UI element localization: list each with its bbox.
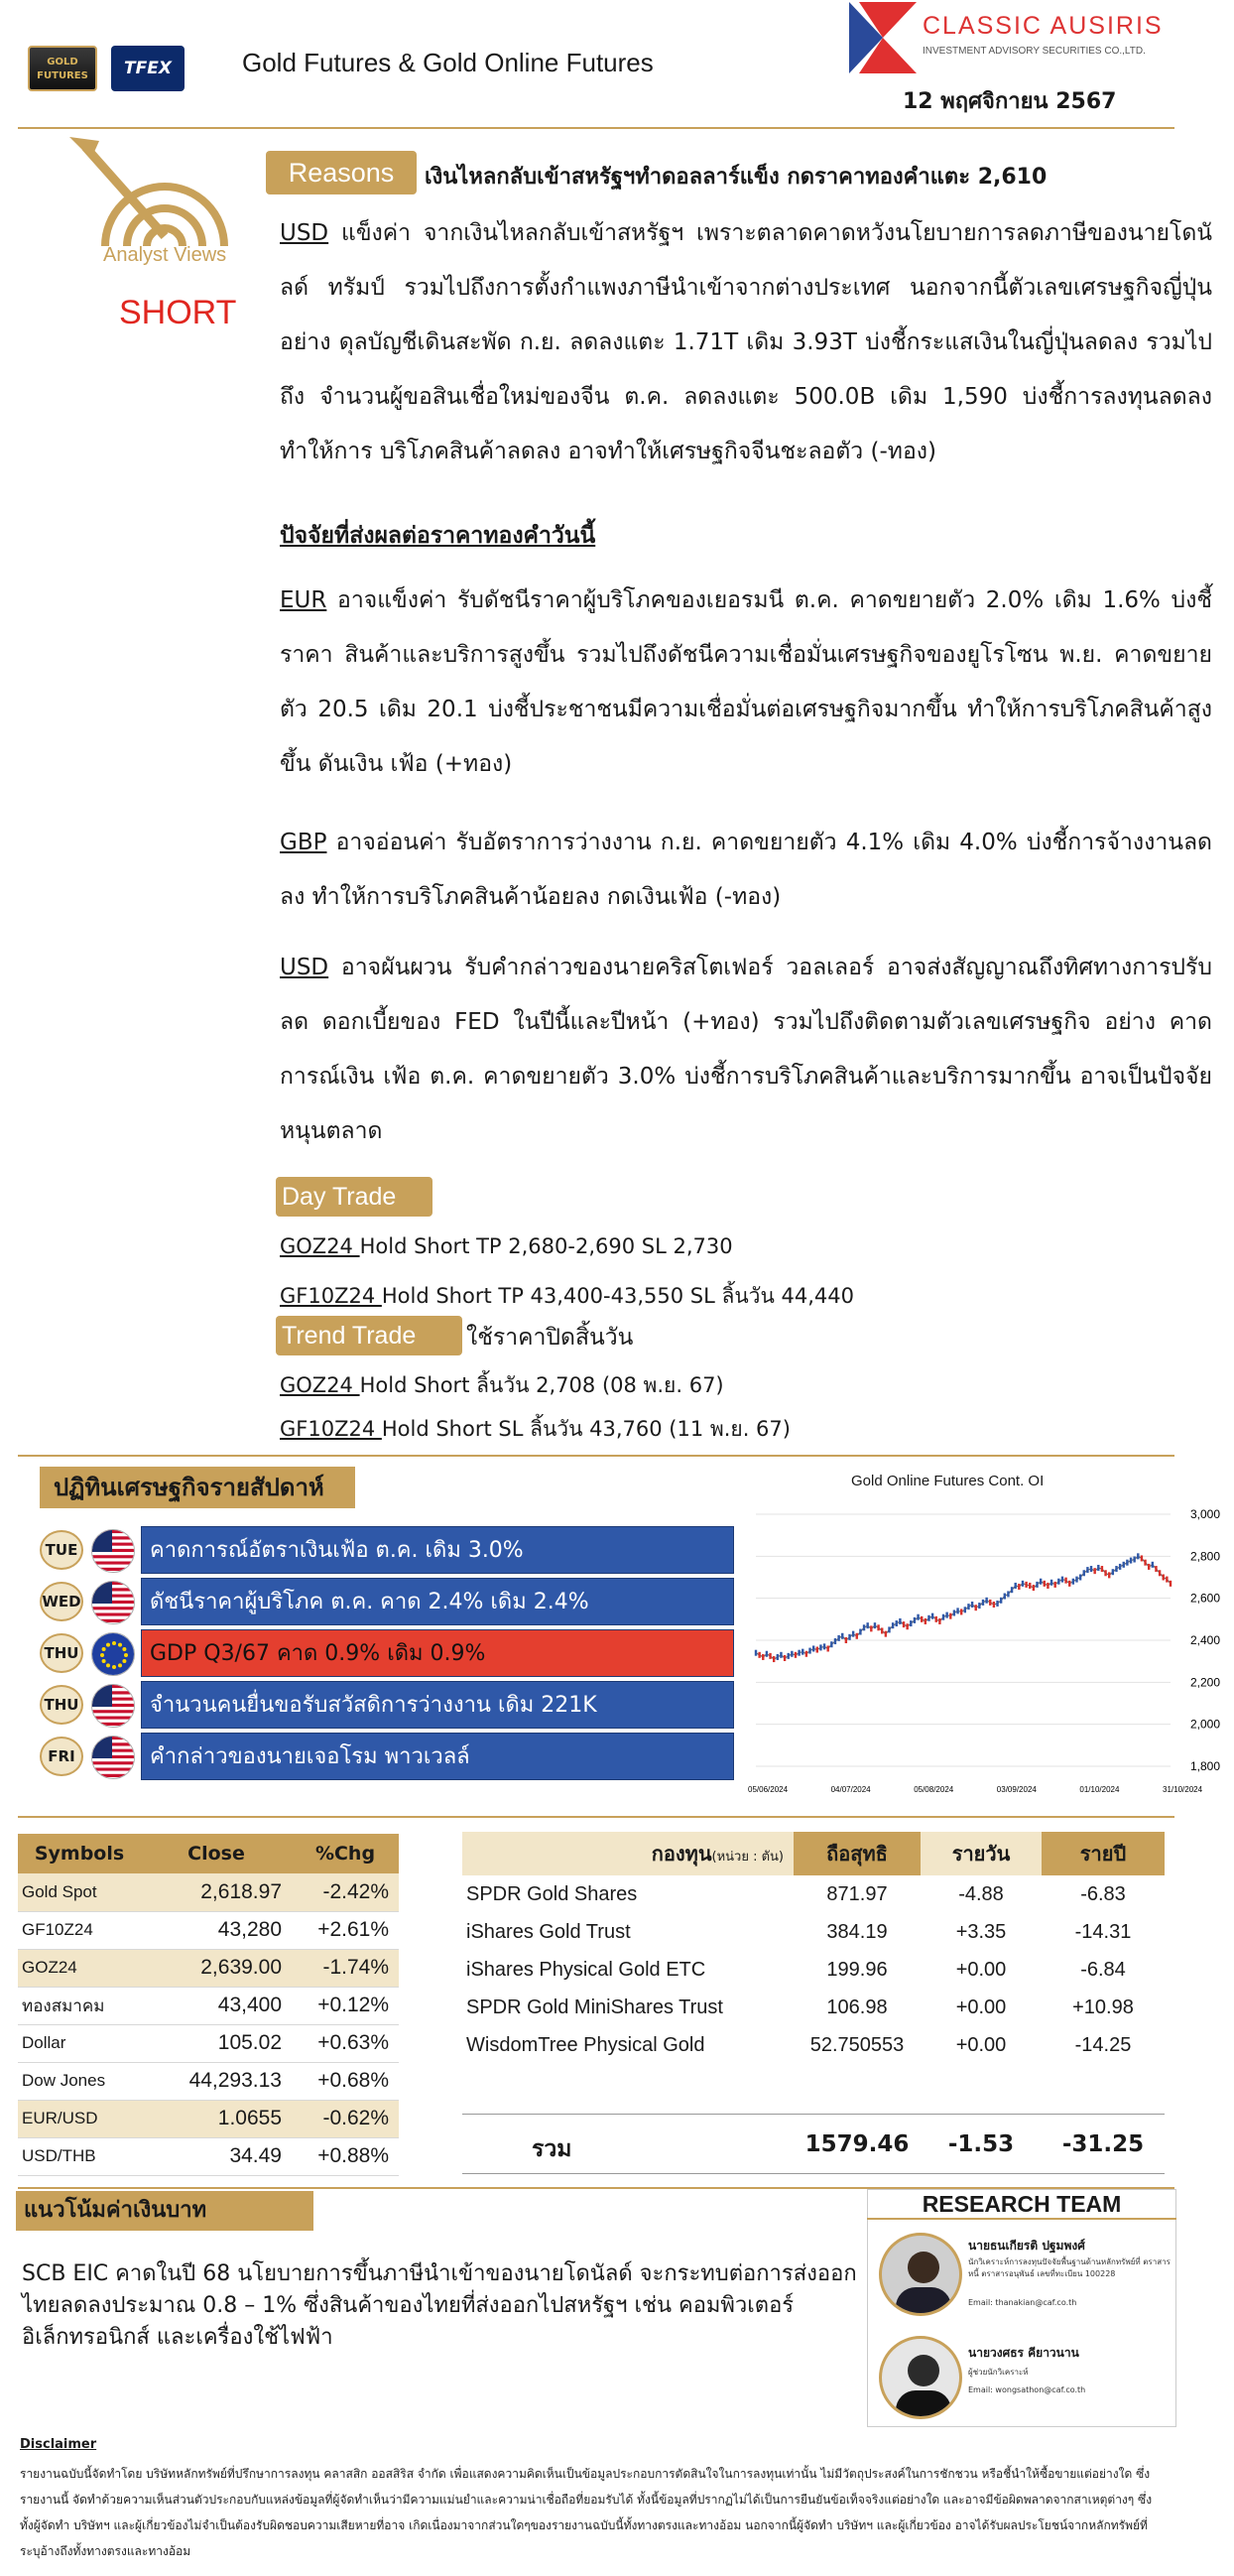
report-date: 12 พฤศจิกายน 2567 <box>903 89 1117 114</box>
y-tick-label: 3,000 <box>1190 1508 1221 1521</box>
data-point <box>870 1625 872 1631</box>
fund-total-yearly: -31.25 <box>1061 2131 1145 2157</box>
factor-usd <box>280 941 1212 1159</box>
data-point <box>819 1644 821 1650</box>
day-trade-line-gf10z24 <box>280 1280 854 1313</box>
reasons-lead-paragraph <box>280 206 1212 479</box>
col-header: %Chg <box>314 1843 376 1865</box>
disclaimer-title: Disclaimer <box>20 2437 97 2452</box>
reasons-tag: Reasons <box>266 151 417 194</box>
change-cell: +0.63% <box>292 2024 399 2062</box>
col-header: Symbols <box>34 1843 125 1865</box>
data-point <box>1108 1572 1110 1578</box>
close-cell: 2,618.97 <box>141 1873 292 1911</box>
data-point <box>1093 1568 1095 1574</box>
thb-outlook-title: แนวโน้มค่าเงินบาท <box>16 2191 313 2231</box>
daily-change-cell: +0.00 <box>955 1996 1007 2018</box>
data-point <box>938 1618 940 1624</box>
trade-instruction: Hold Short SL ลิ้นวัน 43,760 (11 พ.ย. 67) <box>381 1417 791 1441</box>
section-divider <box>18 1455 1174 1457</box>
data-point <box>1015 1583 1017 1589</box>
x-tick-label: 05/06/2024 <box>748 1785 789 1794</box>
calendar-title: ปฏิทินเศรษฐกิจรายสัปดาห์ <box>40 1467 355 1508</box>
fund-unit-label: (หน่วย : ตัน) <box>711 1850 784 1865</box>
data-point <box>1011 1587 1013 1593</box>
col-header-daily: รายวัน <box>921 1832 1042 1875</box>
data-point <box>971 1602 973 1608</box>
day-trade-tag: Day Trade <box>276 1177 432 1217</box>
data-point <box>758 1652 760 1658</box>
yearly-change-cell: -6.83 <box>1080 1882 1126 1905</box>
data-point <box>1050 1580 1052 1586</box>
fund-total-net: 1579.46 <box>804 2131 910 2157</box>
close-cell: 43,280 <box>141 1911 292 1949</box>
y-tick-label: 2,400 <box>1190 1633 1221 1647</box>
data-point <box>1144 1560 1146 1566</box>
calendar-event-text: GDP Q3/67 คาด 0.9% เดิม 0.9% <box>141 1629 734 1677</box>
data-point <box>1141 1555 1143 1561</box>
data-point <box>1086 1567 1088 1573</box>
calendar-day-badge: FRI <box>40 1737 83 1776</box>
contract-code: GF10Z24 <box>280 1417 382 1441</box>
calendar-day-badge: THU <box>40 1685 83 1725</box>
close-cell: 2,639.00 <box>141 1949 292 1987</box>
data-point <box>1112 1569 1114 1575</box>
member-email: Email: thanakian@caf.co.th <box>968 2298 1077 2307</box>
data-point <box>982 1600 984 1606</box>
data-point <box>1148 1564 1150 1570</box>
data-point <box>848 1634 850 1640</box>
close-cell: 43,400 <box>141 1987 292 2024</box>
price-row <box>18 1873 399 1911</box>
data-point <box>910 1620 912 1626</box>
x-tick-label: 01/10/2024 <box>1079 1785 1120 1794</box>
data-point <box>892 1622 894 1628</box>
trend-trade-note: ใช้ราคาปิดสิ้นวัน <box>466 1325 634 1351</box>
member-name: นายวงศธร คียาวนาน <box>968 2346 1079 2360</box>
data-point <box>812 1645 814 1651</box>
data-point <box>773 1656 775 1662</box>
analyst-view-short: SHORT <box>119 294 237 331</box>
data-point <box>1097 1565 1099 1571</box>
data-point <box>1133 1557 1135 1563</box>
price-row <box>18 2100 399 2137</box>
symbol-cell: GOZ24 <box>18 1949 141 1987</box>
data-point <box>1000 1598 1002 1604</box>
data-point <box>927 1615 929 1621</box>
data-point <box>1040 1579 1042 1585</box>
data-point <box>985 1598 987 1604</box>
y-tick-label: 2,600 <box>1190 1591 1221 1606</box>
data-point <box>1068 1581 1070 1587</box>
data-point <box>885 1631 887 1637</box>
calendar-day-badge: WED <box>40 1582 83 1621</box>
calendar-day-badge: TUE <box>40 1530 83 1570</box>
data-point <box>1090 1566 1092 1572</box>
symbol-cell: Dollar <box>18 2024 141 2062</box>
data-point <box>1170 1581 1172 1587</box>
data-point <box>1022 1581 1024 1587</box>
daily-change-cell: -4.88 <box>958 1882 1004 1905</box>
net-holding-cell: 106.98 <box>826 1996 888 2018</box>
fund-table <box>462 1832 1165 2064</box>
symbol-cell: USD/THB <box>18 2137 141 2175</box>
price-row <box>18 1987 399 2024</box>
symbol-cell: Dow Jones <box>18 2062 141 2100</box>
data-point <box>935 1616 937 1622</box>
data-point <box>1044 1581 1046 1587</box>
data-point <box>921 1616 923 1622</box>
calendar-day-badge: THU <box>40 1633 83 1673</box>
close-cell: 44,293.13 <box>141 2062 292 2100</box>
data-point <box>899 1618 901 1624</box>
data-point <box>881 1627 883 1633</box>
change-cell: +0.88% <box>292 2137 399 2175</box>
data-point <box>830 1641 832 1647</box>
x-tick-label: 03/09/2024 <box>996 1785 1037 1794</box>
trend-trade-tag: Trend Trade <box>276 1316 462 1355</box>
data-point <box>1079 1575 1081 1581</box>
data-point <box>1061 1577 1063 1583</box>
data-point <box>942 1614 944 1620</box>
factor-code: USD <box>280 955 329 980</box>
data-point <box>866 1622 868 1628</box>
member-role: ผู้ช่วยนักวิเคราะห์ <box>968 2368 1029 2377</box>
brand-subtitle: INVESTMENT ADVISORY SECURITIES CO.,LTD. <box>923 46 1146 57</box>
factor-text: อาจแข็งค่า รับดัชนีราคาผู้บริโภคของเยอรมนี ต.ค. คาดขยายตัว 2.0% เดิม 1.6% บ่งชี้ราคา สินค้าและบริการสูงขึ้น รวมไปถึงดัชนีความเชื่อมั่นเศรษฐกิจของยูโรโซน พ.ย. คาดขยายตัว 20.5 เดิม 20.1 บ่งชี้ประชาชนมีความเชื่อมั่นต่อเศรษฐกิจมากขึ้น ทำให้การบริโภคสินค้าสูงขึ้น ดันเงิน เฟ้อ (+ทอง) <box>280 587 1212 777</box>
net-holding-cell: 384.19 <box>826 1920 888 1943</box>
classic-ausiris-logo <box>849 2 917 73</box>
data-point <box>1163 1575 1165 1581</box>
data-point <box>780 1652 782 1658</box>
calendar-event <box>40 1526 734 1574</box>
change-cell: -2.42% <box>292 1873 399 1911</box>
data-point <box>1004 1594 1006 1600</box>
close-cell: 105.02 <box>141 2024 292 2062</box>
data-point <box>967 1604 969 1610</box>
price-row <box>18 1911 399 1949</box>
change-cell: +0.68% <box>292 2062 399 2100</box>
price-row <box>18 2062 399 2100</box>
data-point <box>1119 1564 1121 1570</box>
symbol-cell: Gold Spot <box>18 1873 141 1911</box>
data-point <box>888 1626 890 1632</box>
data-point <box>996 1601 998 1607</box>
contract-code: GF10Z24 <box>280 1284 382 1308</box>
data-point <box>1155 1566 1157 1572</box>
data-point <box>1166 1577 1168 1583</box>
trade-instruction: Hold Short TP 43,400-43,550 SL ลิ้นวัน 44,440 <box>381 1284 854 1308</box>
series-line <box>756 1556 1171 1659</box>
contract-code: GOZ24 <box>280 1373 360 1397</box>
y-tick-label: 2,800 <box>1190 1549 1221 1564</box>
change-cell: -1.74% <box>292 1949 399 1987</box>
factors-title: ปัจจัยที่ส่งผลต่อราคาทองคำวันนี้ <box>280 523 596 549</box>
oi-chart-title: Gold Online Futures Cont. OI <box>851 1473 1045 1489</box>
data-point <box>1007 1591 1009 1597</box>
yearly-change-cell: -14.25 <box>1074 2033 1132 2056</box>
price-row <box>18 2024 399 2062</box>
data-point <box>837 1635 839 1641</box>
us-flag-icon <box>91 1736 135 1779</box>
data-point <box>784 1655 786 1661</box>
member-name: นายธนเกียรติ ปฐมพงศ์ <box>968 2239 1085 2253</box>
tfex-logo-text: TFEX <box>124 59 172 78</box>
trade-instruction: Hold Short TP 2,680-2,690 SL 2,730 <box>359 1234 733 1258</box>
calendar-event-text: ดัชนีราคาผู้บริโภค ต.ค. คาด 2.4% เดิม 2.4% <box>141 1578 734 1625</box>
data-point <box>877 1624 879 1630</box>
fund-name-cell: iShares Physical Gold ETC <box>466 1958 706 1981</box>
data-point <box>1053 1582 1055 1588</box>
data-point <box>856 1633 858 1639</box>
data-point <box>1057 1579 1059 1585</box>
trade-instruction: Hold Short ลิ้นวัน 2,708 (08 พ.ย. 67) <box>359 1373 724 1397</box>
data-point <box>808 1648 810 1654</box>
fund-row <box>462 1989 1165 2026</box>
price-row <box>18 1949 399 1987</box>
close-cell: 34.49 <box>141 2137 292 2175</box>
fund-name-cell: SPDR Gold MiniShares Trust <box>466 1996 723 2018</box>
data-point <box>1159 1570 1161 1576</box>
data-point <box>956 1608 958 1613</box>
data-point <box>975 1605 977 1610</box>
factor-text: อาจอ่อนค่า รับอัตราการว่างงาน ก.ย. คาดขยายตัว 4.1% เดิม 4.0% บ่งชี้การจ้างงานลดลง ทำให้การบริโภคสินค้าน้อยลง กดเงินเฟ้อ (-ทอง) <box>280 830 1212 910</box>
factor-code: EUR <box>280 587 327 613</box>
fund-name-cell: WisdomTree Physical Gold <box>466 2033 705 2056</box>
x-tick-label: 05/08/2024 <box>914 1785 954 1794</box>
calendar-event <box>40 1629 734 1677</box>
factor-eur <box>280 574 1212 792</box>
calendar-event-text: คำกล่าวของนายเจอโรม พาวเวลล์ <box>141 1733 734 1780</box>
data-point <box>931 1613 933 1619</box>
data-point <box>795 1652 797 1658</box>
target-icon <box>65 137 244 256</box>
gold-futures-logo-text: GOLD FUTURES <box>37 57 88 81</box>
trend-trade-line-gf10z24 <box>280 1413 791 1446</box>
data-point <box>1018 1584 1020 1590</box>
section-divider <box>18 1816 1174 1818</box>
fund-name-cell: SPDR Gold Shares <box>466 1882 638 1905</box>
change-cell: -0.62% <box>292 2100 399 2137</box>
data-point <box>1115 1566 1117 1572</box>
net-holding-cell: 871.97 <box>826 1882 888 1905</box>
data-point <box>816 1647 818 1653</box>
reasons-headline: เงินไหลกลับเข้าสหรัฐฯทำดอลลาร์แข็ง กดราคาทองคำแตะ 2,610 <box>425 165 1048 190</box>
data-point <box>1047 1583 1049 1589</box>
research-team-title: RESEARCH TEAM <box>867 2191 1176 2220</box>
us-flag-icon <box>91 1581 135 1624</box>
calendar-event-text: จำนวนคนยื่นขอรับสวัสดิการว่างงาน เดิม 221K <box>141 1681 734 1729</box>
symbol-cell: GF10Z24 <box>18 1911 141 1949</box>
avatar <box>879 2336 962 2419</box>
data-point <box>802 1649 803 1655</box>
oi-chart <box>744 1508 1230 1806</box>
x-tick-label: 04/07/2024 <box>830 1785 871 1794</box>
col-header-yearly: รายปี <box>1042 1832 1165 1875</box>
data-point <box>949 1613 951 1619</box>
data-point <box>788 1653 790 1659</box>
col-header-fund <box>462 1832 794 1875</box>
data-point <box>791 1651 793 1657</box>
x-tick-label: 31/10/2024 <box>1163 1785 1203 1794</box>
brand-name: CLASSIC AUSIRIS <box>923 12 1164 40</box>
analyst-views-label: Analyst Views <box>103 244 227 266</box>
data-point <box>777 1654 779 1660</box>
data-point <box>1126 1560 1128 1566</box>
symbol-cell: ทองสมาคม <box>18 1987 141 2024</box>
change-cell: +0.12% <box>292 1987 399 2024</box>
calendar-event-text: คาดการณ์อัตราเงินเฟ้อ ต.ค. เดิม 3.0% <box>141 1526 734 1574</box>
data-point <box>953 1610 955 1615</box>
fund-row <box>462 1913 1165 1951</box>
net-holding-cell: 199.96 <box>826 1958 888 1981</box>
data-point <box>1123 1562 1125 1568</box>
data-point <box>903 1621 905 1627</box>
member-email: Email: wongsathon@caf.co.th <box>968 2385 1086 2394</box>
data-point <box>914 1617 916 1623</box>
daily-change-cell: +0.00 <box>955 1958 1007 1981</box>
us-flag-icon <box>91 1529 135 1573</box>
factor-gbp <box>280 816 1212 925</box>
data-point <box>1083 1570 1085 1576</box>
calendar-event <box>40 1681 734 1729</box>
fund-row <box>462 2026 1165 2064</box>
member-role: นักวิเคราะห์การลงทุนปัจจัยพื้นฐานด้านหลักทรัพย์ที่ ตราสารหนี้ ตราสารอนุพันธ์ เลขที่ทะเบียน 100228 <box>968 2257 1171 2278</box>
header-divider <box>18 127 1174 129</box>
data-point <box>826 1645 828 1651</box>
day-trade-line-goz24 <box>280 1234 733 1258</box>
data-point <box>960 1609 962 1614</box>
data-point <box>1033 1585 1035 1591</box>
data-point <box>841 1633 843 1639</box>
data-point <box>769 1653 771 1659</box>
data-point <box>1101 1566 1103 1572</box>
daily-change-cell: +3.35 <box>955 1920 1007 1943</box>
gold-futures-logo <box>28 46 97 91</box>
tfex-logo <box>111 46 185 91</box>
data-point <box>834 1638 836 1644</box>
data-point <box>917 1614 919 1620</box>
eu-flag-icon <box>91 1632 135 1676</box>
data-point <box>1025 1582 1027 1588</box>
data-point <box>989 1600 991 1606</box>
data-point <box>845 1637 847 1643</box>
data-point <box>993 1602 995 1608</box>
data-point <box>798 1650 800 1656</box>
y-tick-label: 2,200 <box>1190 1675 1221 1690</box>
data-point <box>964 1607 966 1612</box>
y-tick-label: 2,000 <box>1190 1717 1221 1732</box>
us-flag-icon <box>91 1684 135 1728</box>
lead-currency-code: USD <box>280 220 329 246</box>
data-point <box>874 1622 876 1628</box>
col-header: Close <box>187 1843 245 1865</box>
data-point <box>1036 1582 1038 1588</box>
close-cell: 1.0655 <box>141 2100 292 2137</box>
data-point <box>766 1651 768 1657</box>
thb-outlook-text: SCB EIC คาดในปี 68 นโยบายการขึ้นภาษีนำเข้าของนายโดนัลด์ จะกระทบต่อการส่งออก ไทยลดลงประมาณ 0.8 – 1% ซึ่งสินค้าของไทยที่ส่งออกไปสหรัฐฯ เช่น คอมพิวเตอร์ อิเล็กทรอนิกส์ และเครื่องใช้ไฟฟ้า <box>22 2261 857 2350</box>
data-point <box>823 1643 825 1649</box>
fund-bottom-divider <box>462 2173 1165 2174</box>
col-header-net: ถือสุทธิ <box>794 1832 921 1875</box>
data-point <box>896 1620 898 1626</box>
data-point <box>1029 1583 1031 1589</box>
symbol-cell: EUR/USD <box>18 2100 141 2137</box>
y-tick-label: 1,800 <box>1190 1759 1221 1773</box>
avatar <box>879 2233 962 2316</box>
data-point <box>978 1603 980 1609</box>
lead-text: แข็งค่า จากเงินไหลกลับเข้าสหรัฐฯ เพราะตลาดคาดหวังนโยบายการลดภาษีของนายโดนัลด์ ทรัมป์ รวมไปถึงการตั้งกำแพงภาษีนำเข้าจากต่างประเทศ นอกจากนี้ตัวเลขเศรษฐกิจญี่ปุ่น อย่าง ดุลบัญชีเดินสะพัด ก.ย. ลดลงแตะ 1.71T เดิม 3.93T บ่งชี้กระแสเงินในญี่ปุ่นลดลง รวมไปถึง จำนวนผู้ขอสินเชื่อใหม่ของจีน ต.ค. ลดลงแตะ 500.0B เดิม 1,590 บ่งชี้การลงทุนลดลง ทำให้การ บริโภคสินค้าลดลง อาจทำให้เศรษฐกิจจีนชะลอตัว (-ทอง) <box>280 220 1212 464</box>
data-point <box>852 1631 854 1637</box>
data-point <box>945 1612 947 1618</box>
data-point <box>805 1651 807 1657</box>
factor-code: GBP <box>280 830 327 855</box>
data-point <box>925 1618 926 1624</box>
data-point <box>1152 1562 1154 1568</box>
data-point <box>1072 1579 1074 1585</box>
data-point <box>1137 1553 1139 1559</box>
yearly-change-cell: +10.98 <box>1072 1996 1134 2018</box>
net-holding-cell: 52.750553 <box>809 2033 905 2056</box>
trend-trade-line-goz24 <box>280 1369 724 1402</box>
data-point <box>859 1629 861 1635</box>
data-point <box>755 1650 757 1656</box>
data-point <box>1075 1577 1077 1583</box>
daily-change-cell: +0.00 <box>955 2033 1007 2056</box>
data-point <box>863 1624 865 1630</box>
data-point <box>1104 1570 1106 1576</box>
fund-name-cell: iShares Gold Trust <box>466 1920 631 1943</box>
data-point <box>906 1623 908 1629</box>
data-point <box>762 1654 764 1660</box>
fund-total-label: รวม <box>532 2136 572 2162</box>
fund-header-label: กองทุน <box>651 1842 712 1866</box>
calendar-event <box>40 1733 734 1780</box>
calendar-event <box>40 1578 734 1625</box>
contract-code: GOZ24 <box>280 1234 360 1258</box>
data-point <box>1064 1578 1066 1584</box>
data-point <box>1130 1558 1132 1564</box>
yearly-change-cell: -6.84 <box>1080 1958 1126 1981</box>
factor-text: อาจผันผวน รับคำกล่าวของนายคริสโตเฟอร์ วอลเลอร์ อาจส่งสัญญาณถึงทิศทางการปรับลด ดอกเบี้ยของ FED ในปีนี้และปีหน้า (+ทอง) รวมไปถึงติดตามตัวเลขเศรษฐกิจ อย่าง คาดการณ์เงิน เฟ้อ ต.ค. คาดขยายตัว 3.0% บ่งชี้การบริโภคสินค้าและบริการมากขึ้น อาจเป็นปัจจัยหนุนตลาด <box>280 955 1212 1144</box>
page-title: Gold Futures & Gold Online Futures <box>242 48 654 77</box>
yearly-change-cell: -14.31 <box>1074 1920 1132 1943</box>
disclaimer-text: รายงานฉบับนี้จัดทำโดย บริษัทหลักทรัพย์ที่ปรึกษาการลงทุน คลาสสิก ออสสิริส จำกัด เพื่อแสดงความคิดเห็นเป็นข้อมูลประกอบการตัดสินใจในการลงทุนเท่านั้น ไม่มีวัตถุประสงค์ในการชักชวน หรือชี้นำให้ซื้อขายแต่อย่างใด ซึ่งรายงานนี้ จัดทำด้วยความเห็นส่วนตัวประกอบกับแหล่งข้อมูลที่ผู้จัดทำเห็นว่ามีความแม่นยำและความน่าเชื่อถือที่ยอมรับได้ ทั้งนี้ข้อมูลที่ปรากฏไม่ได้เป็นการยืนยันข้อเท็จจริงแต่อย่างใด และอาจมีข้อผิดพลาดจากสาเหตุต่างๆ ซึ่งทั้งผู้จัดทำ บริษัทฯ และผู้เกี่ยวข้องไม่จำเป็นต้องรับผิดชอบความเสียหายที่อาจ เกิดเนื่องมาจากส่วนใดๆของรายงานฉบับนี้ทั้งทางตรงและทางอ้อม นอกจากนี้ผู้จัดทำ บริษัทฯ และผู้เกี่ยวข้อง อาจได้รับผลประโยชน์จากหลักทรัพย์ที่ระบุอ้างถึงทั้งทางตรงและทางอ้อม <box>20 2467 1153 2558</box>
price-table <box>18 1834 399 2176</box>
price-row <box>18 2137 399 2175</box>
fund-total-divider <box>462 2114 1165 2115</box>
change-cell: +2.61% <box>292 1911 399 1949</box>
fund-total-daily: -1.53 <box>947 2131 1015 2157</box>
fund-row <box>462 1875 1165 1913</box>
fund-row <box>462 1951 1165 1989</box>
